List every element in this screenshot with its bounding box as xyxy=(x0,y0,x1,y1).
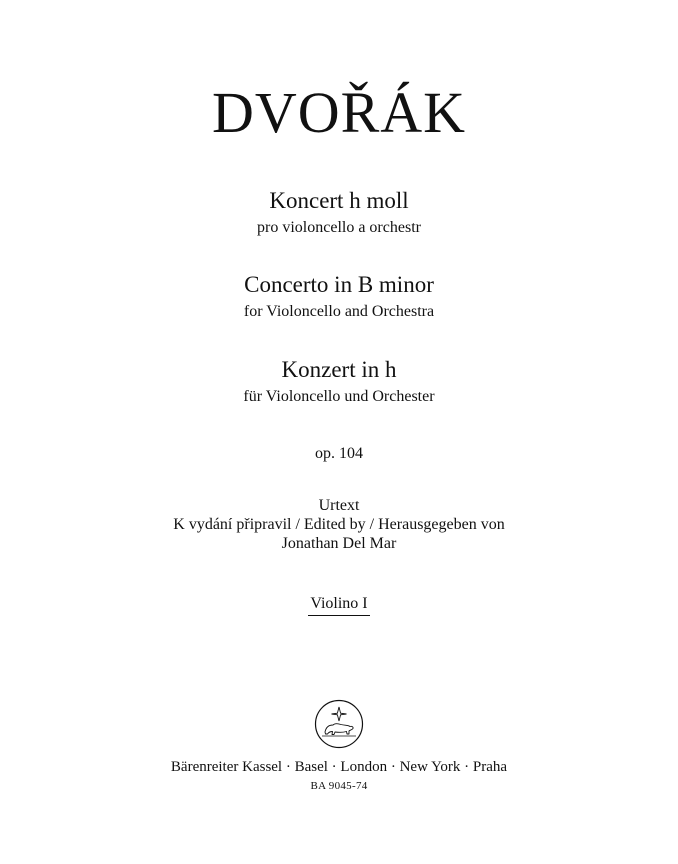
part-name xyxy=(0,595,678,616)
urtext-label: Urtext xyxy=(318,497,360,514)
subtitle-german: für Violoncello und Orchester xyxy=(243,388,435,405)
editor-name: Jonathan Del Mar xyxy=(281,535,397,552)
opus-number: op. 104 xyxy=(315,445,363,462)
title-german: Konzert in h xyxy=(281,357,397,382)
baerenreiter-bear-logo-icon xyxy=(314,699,364,749)
subtitle-english: for Violoncello and Orchestra xyxy=(243,303,435,320)
part-label: Violino I xyxy=(308,595,369,616)
composer-name: DVOŘÁK xyxy=(211,80,467,145)
subtitle-czech: pro violoncello a orchestr xyxy=(257,219,421,236)
title-english: Concerto in B minor xyxy=(244,272,434,297)
edited-by-label: K vydání připravil / Edited by / Herausgegeben von xyxy=(173,516,505,533)
title-czech: Koncert h moll xyxy=(269,188,409,213)
catalog-number: BA 9045-74 xyxy=(310,780,368,792)
publisher-line: Bärenreiter Kassel · Basel · London · New York · Praha xyxy=(170,759,508,775)
